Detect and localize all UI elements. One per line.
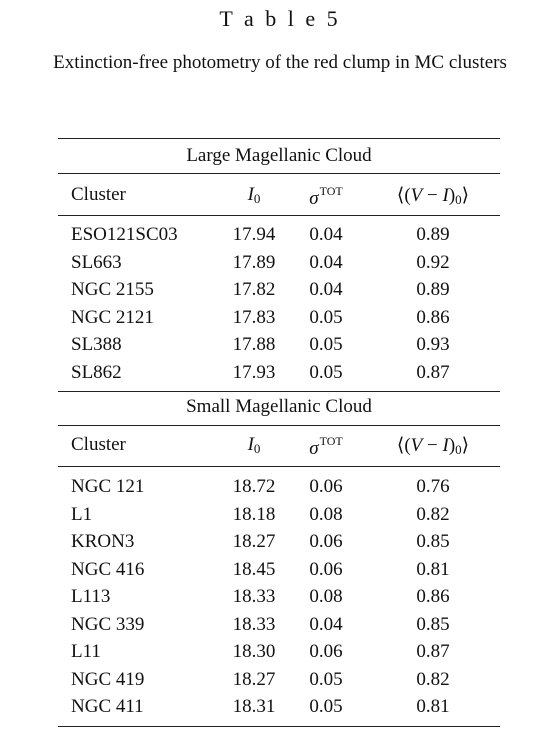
cluster-name-cell: ESO121SC03 [71,224,178,245]
sigma-cell: 0.05 [309,334,343,355]
cluster-name-cell: KRON3 [71,531,135,552]
table-row [0,586,560,612]
color-cell: 0.87 [416,641,450,662]
column-header-color: ⟨(V − $I)_0⟩$ [396,185,470,207]
cluster-name-cell: SL388 [71,334,122,355]
column-header-sigma: $\sigma^{TOT}$ [309,184,343,209]
sigma-cell: 0.05 [309,696,343,717]
table-row [0,696,560,722]
cluster-name-cell: NGC 416 [71,558,145,580]
cluster-name-cell: L1 [71,503,93,525]
i0-cell: 17.83 [232,306,276,328]
i0-cell: 18.27 [232,531,276,552]
lmc-column-header-row [0,184,560,210]
table-row [0,641,560,667]
column-header-cluster: Cluster [71,434,126,455]
lmc-bottom-rule [58,391,500,392]
i0-cell: 17.88 [232,334,276,355]
color-cell: 0.86 [416,586,450,607]
i0-cell: 17.94 [232,224,276,245]
cluster-name-cell: NGC 339 [71,613,145,635]
sigma-cell: 0.05 [309,361,343,383]
sigma-cell: 0.05 [309,668,343,690]
table-row [0,252,560,278]
table-row [0,669,560,695]
cluster-name-cell: NGC 2121 [71,306,154,328]
lmc-heading-rule [58,173,500,174]
smc-column-header-row [0,434,560,460]
table-row [0,614,560,640]
sigma-cell: 0.08 [309,503,343,525]
sigma-cell: 0.08 [309,586,343,607]
color-cell: 0.85 [416,613,450,635]
i0-cell: 18.31 [232,696,276,717]
sigma-cell: 0.04 [309,224,343,245]
color-cell: 0.81 [416,558,450,580]
sigma-cell: 0.06 [309,558,343,580]
cluster-name-cell: NGC 2155 [71,279,154,300]
color-cell: 0.92 [416,251,450,273]
i0-cell: 17.93 [232,361,276,383]
table-row [0,362,560,388]
table-row [0,476,560,502]
i0-cell: 18.33 [232,613,276,635]
cluster-name-cell: NGC 121 [71,476,145,497]
table-caption: Extinction-free photometry of the red clump in MC clusters [53,52,507,73]
i0-cell: 18.33 [232,586,276,607]
table-row [0,279,560,305]
color-cell: 0.81 [416,696,450,717]
color-cell: 0.89 [416,279,450,300]
i0-cell: 18.18 [232,503,276,525]
table-row [0,531,560,557]
smc-heading-rule [58,425,500,426]
column-header-cluster: Cluster [71,184,126,205]
color-cell: 0.89 [416,224,450,245]
color-cell: 0.93 [416,334,450,355]
table-title: T a b l e 5 [219,6,341,31]
bottom-rule [58,726,500,727]
table-row [0,504,560,530]
column-header-sigma: $\sigma^{TOT}$ [309,434,343,459]
column-header-i0: $I_0$ [247,184,261,206]
color-cell: 0.85 [416,531,450,552]
column-header-i0: $I_0$ [247,434,261,456]
table-row [0,559,560,585]
smc-header-rule [58,466,500,467]
column-header-color: ⟨(V − $I)_0⟩$ [396,435,470,457]
cluster-name-cell: SL663 [71,251,122,273]
i0-cell: 17.82 [232,279,276,300]
sigma-cell: 0.06 [309,641,343,662]
lmc-header-rule [58,215,500,216]
sigma-cell: 0.05 [309,306,343,328]
cluster-name-cell: L113 [71,586,111,607]
color-cell: 0.87 [416,361,450,383]
table-row [0,224,560,250]
i0-cell: 18.72 [232,476,276,497]
color-cell: 0.82 [416,668,450,690]
sigma-cell: 0.04 [309,279,343,300]
smc-heading: Small Magellanic Cloud [186,396,372,417]
table-row [0,334,560,360]
i0-cell: 17.89 [232,251,276,273]
cluster-name-cell: NGC 411 [71,696,144,717]
top-rule [58,138,500,139]
cluster-name-cell: L11 [71,641,101,662]
cluster-name-cell: NGC 419 [71,668,145,690]
i0-cell: 18.27 [232,668,276,690]
sigma-cell: 0.04 [309,251,343,273]
color-cell: 0.86 [416,306,450,328]
sigma-cell: 0.04 [309,613,343,635]
color-cell: 0.76 [416,476,450,497]
lmc-heading: Large Magellanic Cloud [186,145,372,166]
cluster-name-cell: SL862 [71,361,122,383]
sigma-cell: 0.06 [309,476,343,497]
color-cell: 0.82 [416,503,450,525]
i0-cell: 18.45 [232,558,276,580]
i0-cell: 18.30 [232,641,276,662]
table-row [0,307,560,333]
sigma-cell: 0.06 [309,531,343,552]
